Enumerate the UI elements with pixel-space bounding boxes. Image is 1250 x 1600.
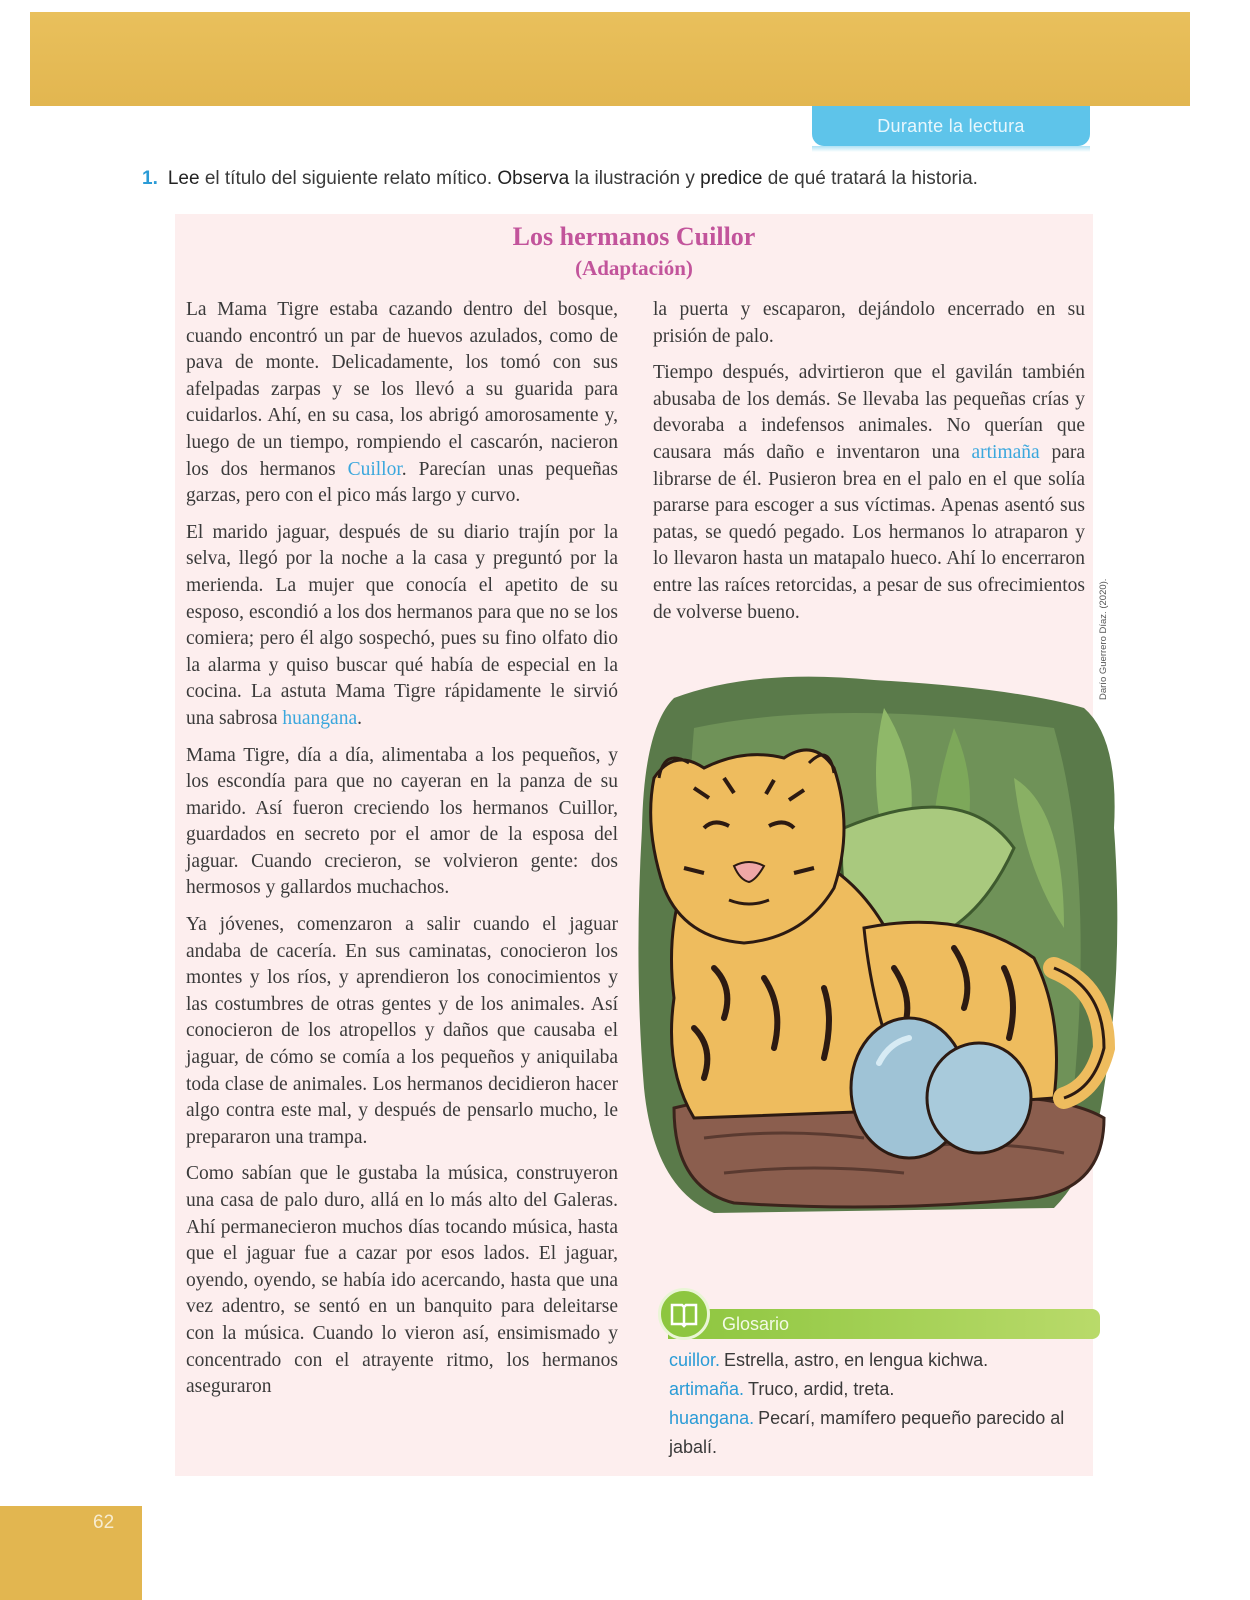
glossary-entry xyxy=(669,1404,1089,1462)
glossary-definition: Truco, ardid, treta. xyxy=(748,1379,895,1399)
jaguar-illustration xyxy=(634,668,1128,1228)
page-number: 62 xyxy=(93,1512,115,1533)
illustration-credit: Darío Guerrero Díaz. (2020). xyxy=(1098,578,1109,700)
glossary-definition: Pecarí, mamífero pequeño parecido al jabalí. xyxy=(669,1408,1065,1457)
glossary-term: artimaña. xyxy=(669,1379,745,1399)
story-paragraph xyxy=(653,360,1085,626)
instruction-verb-predice: predice xyxy=(700,168,763,189)
instruction-verb-observa: Observa xyxy=(497,168,570,189)
story-title: Los hermanos Cuillor xyxy=(512,222,756,251)
instruction-text: de qué tratará la historia. xyxy=(762,168,978,189)
story-column-right xyxy=(653,297,1085,636)
glossary-term-cuillor[interactable]: Cuillor xyxy=(347,458,402,480)
instruction-text: el título del siguiente relato mítico. xyxy=(199,168,498,189)
story-paragraph: Ya jóvenes, comenzaron a salir cuando el jaguar andaba de cacería. En sus caminatas, conocieron los montes y los ríos, y aprendieron los conocimientos y las costumbres de otras gentes y de los animales. Así conocieron de los atropellos y daños que causaba el jaguar, de cómo se comía a los pequeños y aniquilaba toda clase de animales. Los hermanos decidieron hacer algo contra este mal, y después de pensarlo mucho, le prepararon una trampa. xyxy=(186,914,618,1148)
glossary-term-huangana[interactable]: huangana xyxy=(282,707,358,729)
glossary-entry xyxy=(669,1346,1089,1375)
glossary-term: huangana. xyxy=(669,1408,755,1428)
story-paragraph: Como sabían que le gustaba la música, construyeron una casa de palo duro, allá en lo más alto del Galeras. Ahí permanecieron muchos días tocando música, hasta que el jaguar fue a cazar por esos lados. El jaguar, oyendo, oyendo, se había ido acercando, hasta que una vez adentro, se sentó en un banquito para deleitarse con la música. Cuando lo vieron así, ensimismado y concentrado con el atrayente ritmo, los hermanos aseguraron xyxy=(186,1163,618,1398)
paragraph-text: La Mama Tigre estaba cazando dentro del bosque, cuando encontró un par de huevos azulados, como de pava de monte. Delicadamente, los tomó con sus afelpadas zarpas y se los llevó a su guarida para cuidarlos. Ahí, en su casa, los abrigó amorosamente y, luego de un tiempo, rompiendo el cascarón, nacieron los dos hermanos xyxy=(186,299,618,480)
story-paragraph xyxy=(186,297,618,510)
paragraph-text: Tiempo después, advirtieron que el gavilán también abusaba de los demás. Se llevaba las pequeñas crías y devoraba a indefensos animales. No querían que causara más daño e inventaron una xyxy=(653,362,1085,463)
book-icon xyxy=(658,1288,710,1340)
glossary-title: Glosario xyxy=(722,1314,790,1334)
story-column-left xyxy=(186,297,618,1411)
paragraph-text: para librarse de él. Pusieron brea en el palo en el que solía pararse para escoger a sus víctimas. Apenas asentó sus patas, se quedó pegado. Los hermanos lo atraparon y lo llevaron hasta un matapalo hueco. Ahí lo encerraron entre las raíces retorcidas, a pesar de sus ofrecimientos de volverse bueno. xyxy=(653,441,1085,623)
glossary-list xyxy=(669,1346,1089,1462)
story-paragraph xyxy=(186,520,618,733)
instruction-verb-lee: Lee xyxy=(167,168,200,189)
instruction-number: 1. xyxy=(142,168,158,189)
story-subtitle: (Adaptación) xyxy=(575,256,693,280)
glossary-term: cuillor. xyxy=(669,1350,721,1370)
story-paragraph: la puerta y escaparon, dejándolo encerrado en su prisión de palo. xyxy=(653,299,1085,347)
glossary-entry xyxy=(669,1375,1089,1404)
story-paragraph: Mama Tigre, día a día, alimentaba a los pequeños, y los escondía para que no cayeran en la panza de su marido. Así fueron creciendo los hermanos Cuillor, guardados en secreto por el amor de la esposa del jaguar. Cuando crecieron, se volvieron gente: dos hermosos y gallardos muchachos. xyxy=(186,744,618,899)
paragraph-text: . Parecían unas pequeñas garzas, pero con el pico más largo y curvo. xyxy=(186,458,618,507)
instruction xyxy=(142,168,978,190)
paragraph-text: . xyxy=(357,707,362,729)
header-band xyxy=(30,12,1190,106)
section-tab: Durante la lectura xyxy=(812,106,1090,146)
page-number-box xyxy=(0,1506,142,1600)
paragraph-text: El marido jaguar, después de su diario trajín por la selva, llegó por la noche a la casa y preguntó por la merienda. La mujer que conocía el apetito de su esposo, escondió a los dos hermanos para que no se los comiera; pero él algo sospechó, pues su fino olfato dio la alarma y quiso buscar qué había de especial en la cocina. La astuta Mama Tigre rápidamente le sirvió una sabrosa xyxy=(186,521,618,729)
glossary-term-artimana[interactable]: artimaña xyxy=(971,441,1040,463)
instruction-text: la ilustración y xyxy=(569,168,701,189)
glossary-definition: Estrella, astro, en lengua kichwa. xyxy=(724,1350,989,1370)
